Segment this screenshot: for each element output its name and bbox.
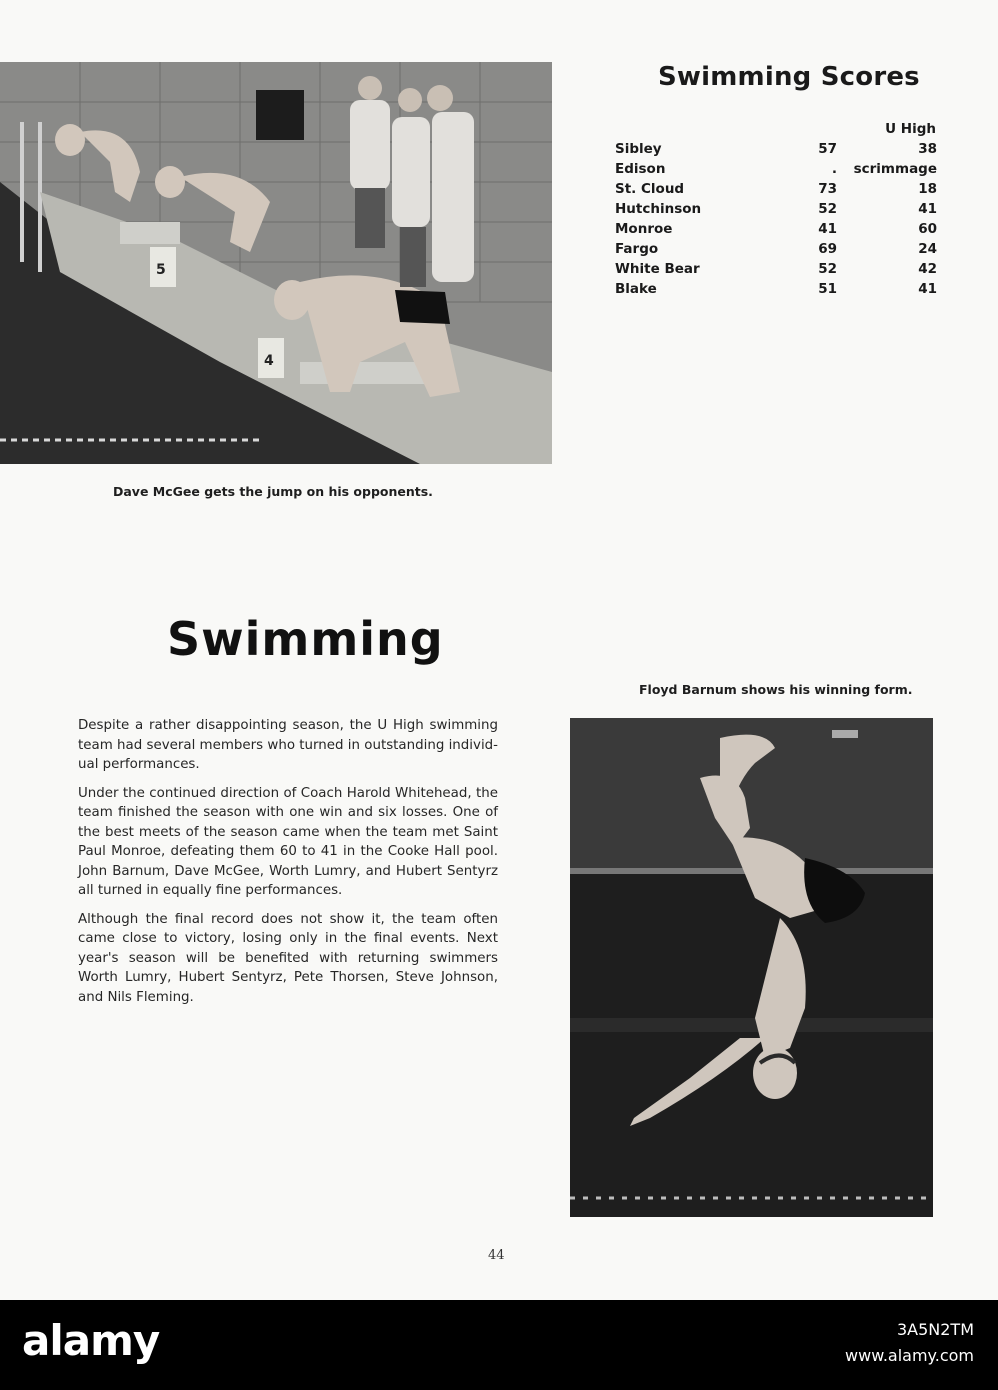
score-team: Sibley: [615, 141, 662, 157]
score-opponent: .: [831, 161, 837, 177]
swimmers-starting-block-photo: [0, 62, 552, 464]
score-team: Hutchinson: [615, 201, 702, 217]
diver-photo: [570, 718, 933, 1217]
score-team: Fargo: [615, 241, 659, 257]
score-uhigh: scrimmage: [853, 161, 937, 177]
score-uhigh: 42: [918, 261, 937, 277]
watermark-logo: alamy: [22, 1316, 160, 1365]
scores-column-header: U High: [885, 121, 936, 137]
scores-table: [615, 139, 937, 299]
score-row: [615, 259, 937, 279]
article-body: [78, 716, 498, 1016]
score-uhigh: 41: [918, 281, 937, 297]
score-team: Edison: [615, 161, 666, 177]
score-row: [615, 159, 937, 179]
score-opponent: 73: [818, 181, 837, 197]
lane-number-5: 5: [156, 262, 166, 278]
score-uhigh: 18: [918, 181, 937, 197]
score-uhigh: 41: [918, 201, 937, 217]
score-opponent: 57: [818, 141, 837, 157]
score-row: [615, 199, 937, 219]
score-row: [615, 179, 937, 199]
score-opponent: 52: [818, 261, 837, 277]
score-row: [615, 239, 937, 259]
top-photo-caption: Dave McGee gets the jump on his opponents.: [113, 484, 433, 499]
score-team: Blake: [615, 281, 657, 297]
score-uhigh: 24: [918, 241, 937, 257]
score-row: [615, 279, 937, 299]
score-team: Monroe: [615, 221, 673, 237]
article-paragraph: Despite a rather disappointing season, the U High swimming team had several members who turned in outstanding individ-ual performances.: [78, 718, 498, 772]
score-uhigh: 60: [918, 221, 937, 237]
score-opponent: 41: [818, 221, 837, 237]
scores-title: Swimming Scores: [658, 62, 920, 92]
watermark-url: www.alamy.com: [845, 1346, 974, 1365]
page-number: 44: [488, 1248, 505, 1263]
score-team: White Bear: [615, 261, 700, 277]
score-row: [615, 219, 937, 239]
score-row: [615, 139, 937, 159]
score-team: St. Cloud: [615, 181, 685, 197]
lane-number-4: 4: [264, 353, 274, 369]
score-uhigh: 38: [918, 141, 937, 157]
article-paragraph: Under the continued direction of Coach Harold Whitehead, the team finished the season with one win and six losses. One of the best meets of the season came when the team met Saint Paul Monroe, defeating them 60 to 41 in the Cooke Hall pool. John Barnum, Dave McGee, Worth Lumry, and Hubert Sentyrz all turned in equally fine performances.: [78, 785, 498, 898]
diver-photo-caption: Floyd Barnum shows his winning form.: [639, 682, 913, 697]
watermark-image-id: 3A5N2TM: [896, 1320, 974, 1339]
article-heading: Swimming: [167, 612, 444, 666]
score-opponent: 69: [818, 241, 837, 257]
article-paragraph: Although the final record does not show it, the team often came close to victory, losing only in the final events. Next year's season will be benefited with returning swimmers Worth Lumry, Hubert Sentyrz, Pete Thorsen, Steve Johnson, and Nils Fleming.: [78, 911, 498, 1005]
score-opponent: 52: [818, 201, 837, 217]
score-opponent: 51: [818, 281, 837, 297]
